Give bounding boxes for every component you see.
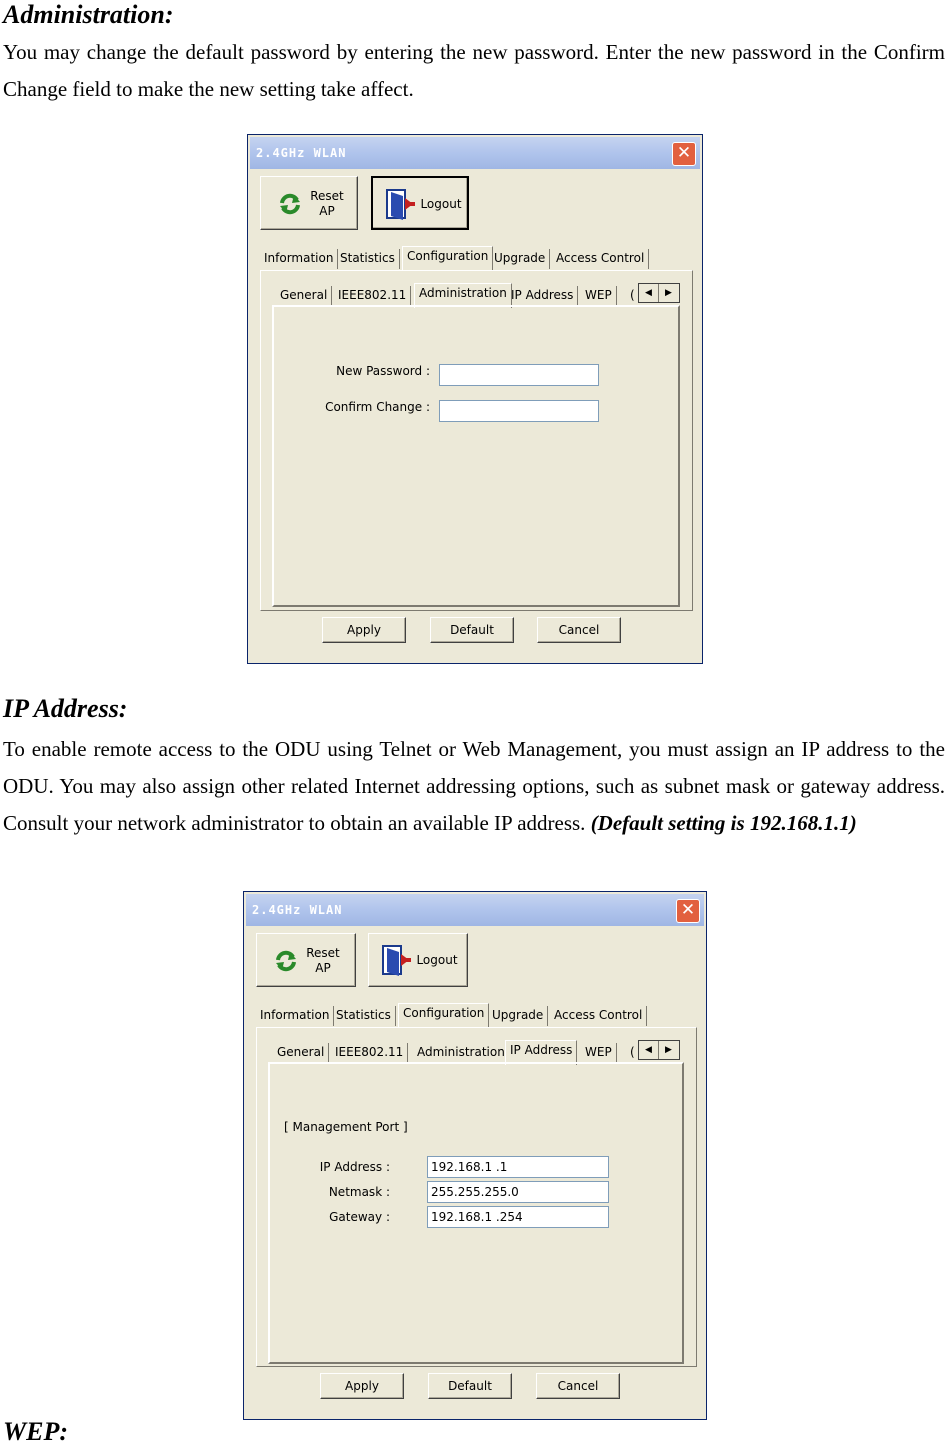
tab-upgrade[interactable]: Upgrade	[490, 249, 550, 269]
logout-button[interactable]	[371, 176, 469, 230]
title-bar	[246, 894, 704, 926]
tab-upgrade[interactable]: Upgrade	[488, 1006, 548, 1026]
tab-information[interactable]: Information	[260, 249, 338, 269]
refresh-icon	[275, 950, 297, 972]
admin-window	[247, 134, 703, 664]
management-port-group-label: [ Management Port ]	[284, 1120, 408, 1134]
subtab-ip-address[interactable]: IP Address	[505, 1040, 577, 1065]
subtab-wep[interactable]: WEP	[581, 286, 617, 306]
confirm-change-label: Confirm Change :	[325, 400, 430, 414]
title-bar	[250, 137, 700, 169]
ip-window	[243, 891, 707, 1420]
subtab-ip-address[interactable]: IP Address	[507, 286, 578, 306]
subtab-wep[interactable]: WEP	[581, 1043, 617, 1063]
reset-ap-button[interactable]	[256, 933, 356, 987]
logout-button[interactable]	[368, 933, 468, 987]
tab-information[interactable]: Information	[256, 1006, 334, 1026]
wep-heading: WEP:	[3, 1417, 68, 1446]
ap-label: AP	[315, 961, 331, 975]
arrow-left-icon[interactable]: ◀	[639, 1041, 659, 1059]
default-button[interactable]: Default	[430, 617, 514, 643]
close-button[interactable]	[676, 899, 700, 923]
gateway-label: Gateway :	[329, 1210, 390, 1224]
netmask-input[interactable]: 255.255.255.0	[427, 1181, 609, 1203]
main-tabs	[256, 1006, 656, 1026]
cancel-button[interactable]: Cancel	[536, 1373, 620, 1399]
sub-tabs	[276, 286, 636, 306]
logout-label: Logout	[416, 953, 458, 967]
subtab-administration[interactable]: Administration	[413, 1043, 510, 1063]
gateway-input[interactable]: 192.168.1 .254	[427, 1206, 609, 1228]
ip-address-label: IP Address :	[319, 1160, 390, 1174]
cancel-button[interactable]: Cancel	[537, 617, 621, 643]
tab-scroll-arrows[interactable]	[638, 1040, 680, 1060]
arrow-right-icon[interactable]: ▶	[665, 1045, 672, 1055]
reset-ap-button[interactable]	[260, 176, 358, 230]
logout-label: Logout	[420, 197, 462, 211]
administration-panel	[272, 305, 680, 607]
close-icon: ✕	[676, 143, 692, 163]
admin-paragraph: You may change the default password by entering the new password. Enter the new password in the Confirm Change field to make the new setting take affect.	[3, 40, 945, 101]
ip-paragraph	[3, 731, 945, 842]
subtab-ieee80211[interactable]: IEEE802.11	[331, 1043, 408, 1063]
tab-scroll-arrows[interactable]	[638, 283, 680, 303]
logout-door-icon	[385, 188, 417, 222]
reset-label: Reset	[306, 946, 340, 960]
apply-button[interactable]: Apply	[320, 1373, 404, 1399]
ip-heading: IP Address:	[3, 694, 128, 723]
window-title: 2.4GHz WLAN	[256, 146, 347, 160]
main-tabs	[260, 249, 650, 269]
tab-access-control[interactable]: Access Control	[550, 1006, 647, 1026]
tab-statistics[interactable]: Statistics	[332, 1006, 396, 1026]
ip-paragraph-text: To enable remote access to the ODU using Telnet or Web Management, you must assign an IP address to the ODU. You may also assign other related Internet addressing options, such as subnet mask or gateway address. Consult your network administrator to obtain an available IP address.	[3, 737, 945, 835]
close-icon: ✕	[680, 900, 696, 920]
tab-configuration[interactable]: Configuration	[398, 1003, 489, 1028]
window-title: 2.4GHz WLAN	[252, 903, 343, 917]
logout-door-icon	[381, 944, 413, 978]
subtab-general[interactable]: General	[273, 1043, 329, 1063]
reset-label: Reset	[310, 189, 344, 203]
tab-access-control[interactable]: Access Control	[552, 249, 649, 269]
subtab-ieee80211[interactable]: IEEE802.11	[334, 286, 411, 306]
close-button[interactable]	[672, 142, 696, 166]
default-button[interactable]: Default	[428, 1373, 512, 1399]
new-password-input[interactable]	[439, 364, 599, 386]
subtab-overflow: (	[630, 288, 635, 302]
admin-heading: Administration:	[3, 0, 174, 29]
netmask-label: Netmask :	[328, 1185, 390, 1199]
subtab-overflow: (	[630, 1045, 635, 1059]
new-password-label: New Password :	[336, 364, 430, 378]
ap-label: AP	[319, 204, 335, 218]
refresh-icon	[279, 193, 301, 215]
ip-default-note: (Default setting is 192.168.1.1)	[590, 811, 857, 835]
apply-button[interactable]: Apply	[322, 617, 406, 643]
arrow-left-icon[interactable]: ◀	[639, 284, 659, 302]
arrow-right-icon[interactable]: ▶	[665, 288, 672, 298]
subtab-administration[interactable]: Administration	[414, 283, 512, 308]
confirm-change-input[interactable]	[439, 400, 599, 422]
sub-tabs	[273, 1043, 633, 1063]
tab-configuration[interactable]: Configuration	[402, 246, 493, 271]
ip-address-input[interactable]: 192.168.1 .1	[427, 1156, 609, 1178]
subtab-general[interactable]: General	[276, 286, 332, 306]
tab-statistics[interactable]: Statistics	[336, 249, 400, 269]
